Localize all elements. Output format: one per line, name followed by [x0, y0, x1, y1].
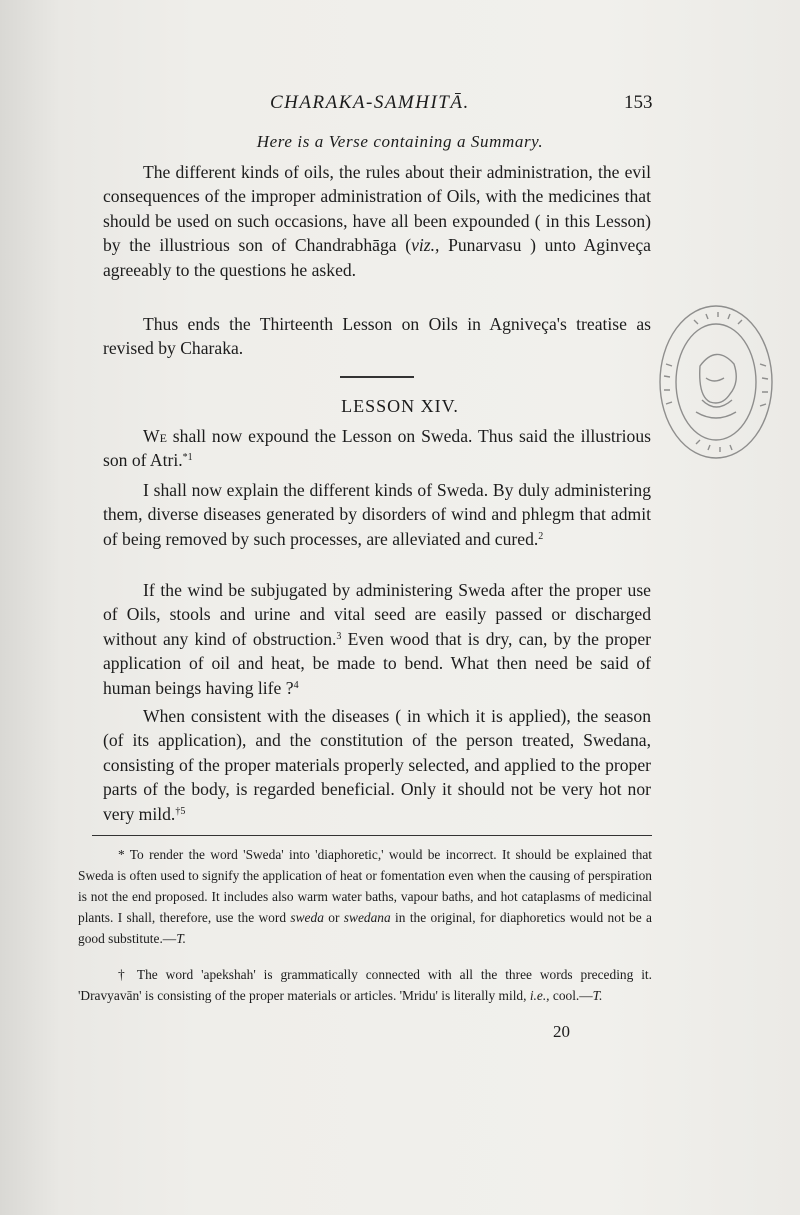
lesson-paragraph-2 [103, 478, 651, 551]
verse-heading: Here is a Verse containing a Summary. [256, 132, 544, 151]
page-number: 153 [624, 92, 653, 113]
note-marker: 2 [538, 530, 544, 542]
translator-mark: T. [592, 988, 603, 1003]
section-divider [340, 376, 414, 378]
library-stamp-icon [656, 302, 776, 462]
footnote-rule [92, 835, 652, 836]
running-title: CHARAKA-SAMHITĀ. [270, 92, 470, 113]
footnote-text: * To render the word 'Sweda' into 'diaphoretic,' would be incorrect. It should be explained that Sweda is often used to signify the application of heat or fomentation even when the causing of perspiration is not the end proposed. It includes also warm water baths, vapour baths, and hot cataplasms of medicinal plants. I shall, therefore, use the word [78, 847, 652, 925]
paragraph-text: When consistent with the diseases ( in which it is applied), the season (of its application), and the constitution of the person treated, Swedana, consisting of the proper materials properly selected, and applied to the proper parts of the body, is regarded beneficial. Only it should not be very hot nor very mild. [103, 706, 651, 824]
footnote-text: in the original, for diaphoretics would not be a good substitute.— [78, 910, 652, 946]
footnote-italic: i.e., [529, 988, 550, 1003]
translator-mark: T. [176, 931, 187, 946]
footnote-text: or [323, 910, 344, 925]
note-marker: *1 [182, 452, 193, 464]
note-marker: 4 [293, 679, 299, 691]
footnote-italic: swedana [343, 910, 391, 925]
summary-paragraph [103, 160, 651, 282]
lesson-paragraph-4 [103, 704, 651, 826]
signature-mark: 20 [553, 1022, 570, 1041]
lesson-intro-paragraph [103, 424, 651, 473]
running-header [0, 92, 800, 116]
lead-word: We [143, 426, 167, 446]
lesson-heading: LESSON XIV. [341, 396, 459, 416]
lesson-paragraph-3 [103, 578, 651, 700]
summary-viz: viz., [411, 235, 440, 256]
footnote-1 [78, 844, 652, 949]
footnote-text: cool.— [549, 988, 593, 1003]
paragraph-text: I shall now explain the different kinds of Sweda. By duly administering them, diverse diseases generated by disorders of wind and phlegm that admit of being removed by such processes, are alleviated and cured. [103, 480, 651, 549]
footnote-italic: sweda [290, 910, 324, 925]
intro-text: shall now expound the Lesson on Sweda. Thus said the illustrious son of Atri. [103, 426, 651, 471]
summary-text-a: The different kinds of oils, the rules about their administration, the evil consequences of the improper administration of Oils, with the medicines that should be used on such occasions, have all been expounded ( in this Lesson) by the illustrious son of Chandrabhāga ( [103, 162, 651, 256]
note-marker: †5 [175, 805, 186, 817]
paragraph-text: If the wind be subjugated by administering Sweda after the proper use of Oils, stools and urine and vital seed are easily passed or discharged without any kind of obstruction. [103, 580, 651, 649]
note-marker: 3 [336, 630, 342, 642]
paragraph-text: Even wood that is dry, can, by the proper application of oil and heat, be made to bend. What then need be said of human beings having life ? [103, 628, 651, 698]
summary-text-b: Punarvasu ) unto Aginveça agreeably to the questions he asked. [103, 235, 651, 280]
footnote-text: † The word 'apekshah' is grammatically connected with all the three words preceding it. 'Dravyavān' is consisting of the proper materials or articles. 'Mridu' is literally mild, [78, 967, 652, 1003]
colophon-paragraph: Thus ends the Thirteenth Lesson on Oils in Agniveça's treatise as revised by Charaka. [103, 314, 651, 359]
footnote-2 [78, 964, 652, 1006]
